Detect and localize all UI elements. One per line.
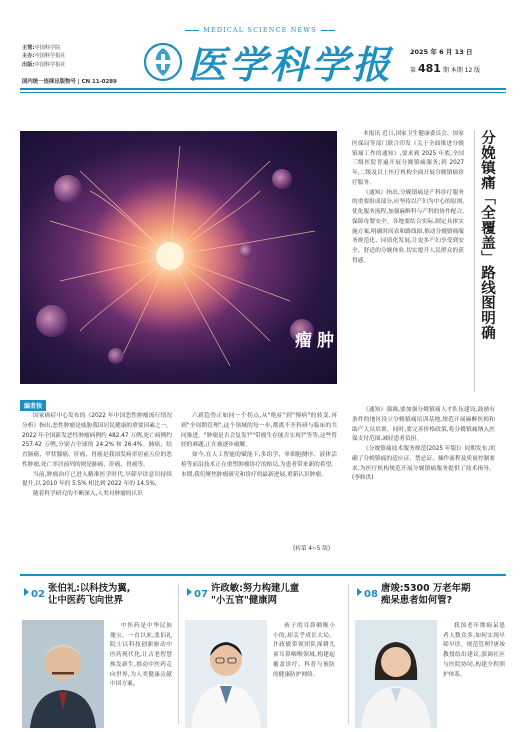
teaser-summary: 孩子的耳鼻咽喉小小的,却关乎成长大局。许政敏带领团队深耕儿童耳鼻咽喉领域,构建起覆盖诊疗、科普与预防的健康防护网络。 xyxy=(273,623,335,678)
newspaper-title: 医学科学报 xyxy=(188,42,394,87)
teaser-title: 张伯礼:以科技为翼, 让中医药飞向世界 xyxy=(48,583,131,606)
person-portrait-icon xyxy=(22,620,104,728)
issue-number: 第 481 期 本期 12 版 xyxy=(410,62,481,75)
teaser-summary: 中医药是中华民族瑰宝。一直以来,张伯礼院士以科技创新驱动中医药现代化,让古老智慧焕发新生,推动中医药走向世界,为人类健康贡献中国方案。 xyxy=(110,623,172,688)
side-headline: 分娩镇痛「全覆盖」路线图明确 xyxy=(479,130,495,340)
column-divider xyxy=(474,130,475,392)
person-portrait-icon xyxy=(185,620,267,728)
page-number: 07 xyxy=(187,588,208,600)
article-column-1: 国家癌症中心发布的《2022 年中国恶性肿瘤流行情况分析》指出,恶性肿瘤是威胁我国居民健康的重要因素之一。2022 年全国新发恶性肿瘤病例约 482.47 万例,死亡病例约 257.42 万例,分别占全球的 24.2% 和 26.4%。肺癌、结直肠癌、甲状腺癌、肝癌、胃癌是我国发病率居前五位的恶性肿瘤,死亡率居前列的则是肺癌、肝癌、胃癌等。 当前,肿瘤治疗已进入精准医学时代,早筛早诊意识持续提升,以 2010 年的 5.5% 相比到 2022 年的 14.5%, 随着科学研究的不断深入,人类对肿瘤的认识 xyxy=(22,413,172,497)
page-number: 02 xyxy=(24,588,45,600)
masthead-rule-thin xyxy=(20,92,506,93)
news-column-bottom: 《通知》强调,要加强分娩镇痛人才队伍建设,鼓励有条件的地区设立分娩镇痛培训基地,规范开展麻醉医师和助产人员培训。同时,要完善价格政策,将分娩镇痛纳入医保支付范围,减轻患者负担。 《分娩镇痛技术服务规范(2025 年版)》同期发布,明确了分娩镇痛的适应证、禁忌证、操作流程及质量控制要求,为医疗机构规范开展分娩镇痛服务提供了技术指导。(李修洪) xyxy=(352,407,495,482)
teaser-item[interactable] xyxy=(20,576,173,732)
portrait-photo xyxy=(355,620,437,728)
issue-date: 2025 年 6 月 13 日 xyxy=(410,48,473,56)
hero-headline: 重 新 认 识 肿 瘤 xyxy=(291,331,421,352)
masthead xyxy=(0,0,524,96)
person-portrait-icon xyxy=(355,620,437,728)
teaser-title: 唐竣:5300 万老年期 痴呆患者如何管? xyxy=(381,583,471,606)
editor-note-tag: 编者按 xyxy=(20,400,46,411)
teaser-divider xyxy=(178,584,179,724)
publisher-info: 主管:中国科学院 主办:中国科学报社 出版:中国科学报社 xyxy=(22,45,66,68)
article-column-2: 六新趋势正如同一个拐点,从"绝症"到"慢病"的转变,再到"全周期管理",这个领域的每一步,都离不开科研与临床的共同推进。"肿瘤是否会复发?""带瘤生存能否实现?"等等,这些曾经的难题,正在被逐步破解。 如今,在人工智能的赋能下,多组学、单细胞测序、液体活检等前沿技术正在重塑肿瘤诊疗的格局,为患者带来新的希望。本期,我们聚焦肿瘤研究和诊疗的最新进展,重新认识肿瘤。 xyxy=(181,413,337,478)
news-column-top: 本报讯 近日,国家卫生健康委员会、国家医保局等部门联合印发《关于全面推进分娩镇痛工作的通知》,要求到 2025 年底,全国三级医院普遍开展分娩镇痛服务;到 2027 年,二级及以上医疗机构全面开展分娩镇痛诊疗服务。 《通知》指出,分娩镇痛是产科诊疗服务的重要组成部分,应坚持以产妇为中心的原则,优化服务流程,加强麻醉科与产科的协作配合,保障母婴安全。各地要结合实际,制定具体实施方案,明确时间表和路线图,推动分娩镇痛服务规范化、同质化发展,让更多产妇享受到安全、舒适的分娩体验,切实提升人民群众的获得感。 xyxy=(352,131,464,264)
continued-reference: (转第 4~5 版) xyxy=(293,546,331,552)
masthead-rule xyxy=(20,88,506,90)
portrait-photo xyxy=(22,620,104,728)
portrait-photo xyxy=(185,620,267,728)
page-number: 08 xyxy=(357,588,378,600)
newspaper-logo-icon xyxy=(143,42,183,82)
serial-number: 国内统一连续出版物号 | CN 11-0289 xyxy=(22,79,117,85)
teaser-item[interactable] xyxy=(353,576,506,732)
teaser-title: 许政敏:努力构建儿童 "小五官"健康网 xyxy=(211,583,300,606)
teaser-item[interactable] xyxy=(183,576,343,732)
teaser-divider xyxy=(348,584,349,724)
teaser-strip xyxy=(20,574,506,730)
english-name: MEDICAL SCIENCE NEWS xyxy=(175,26,345,34)
teaser-summary: 我国老年期痴呆患者人数众多,如何实现早筛早诊、规范管理?唐竣教授给出建议,强调社区与医院协同,构建全程照护体系。 xyxy=(443,623,505,678)
